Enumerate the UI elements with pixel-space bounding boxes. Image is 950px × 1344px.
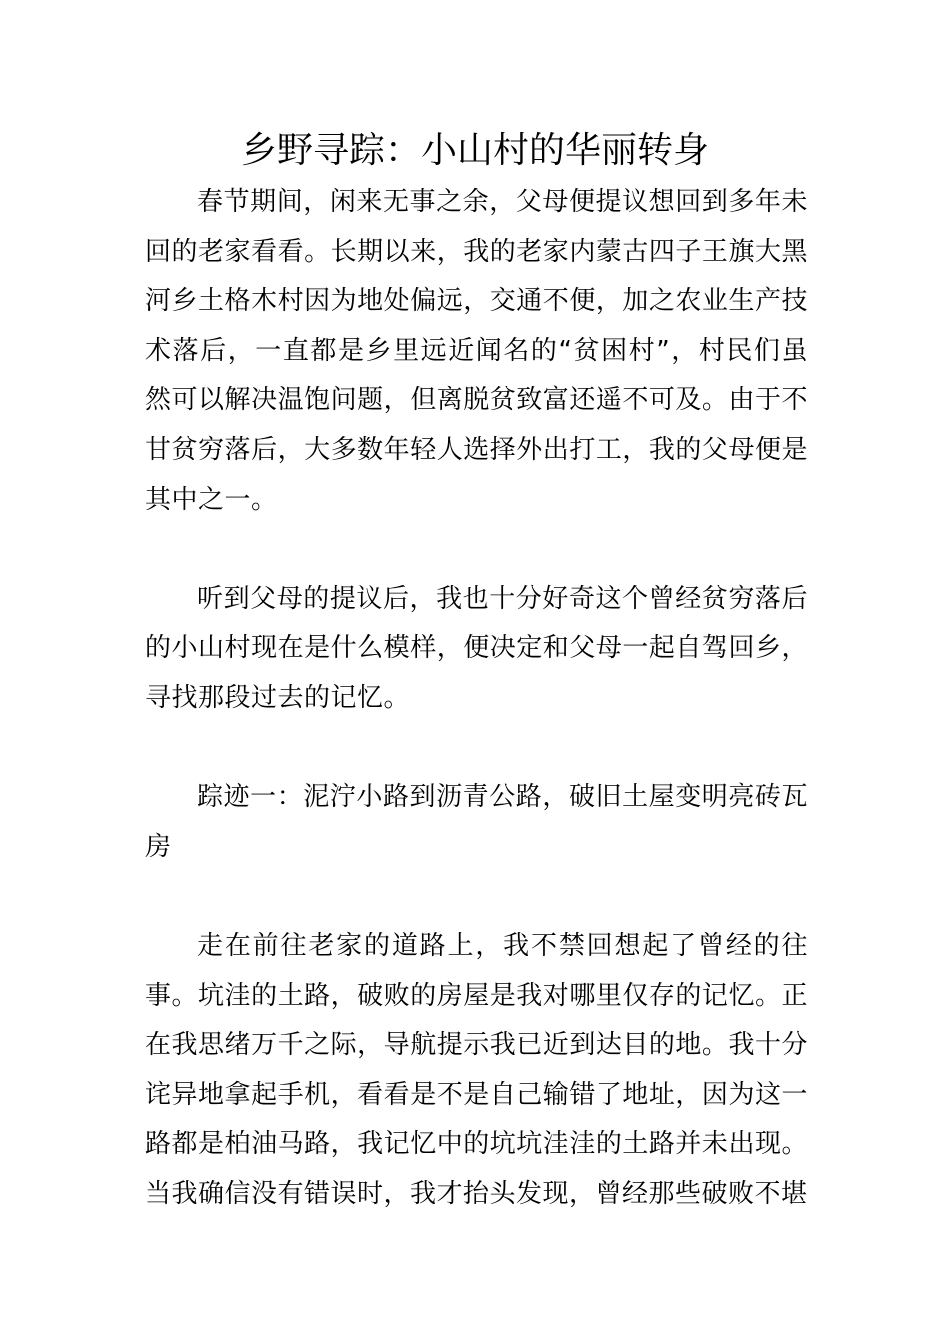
paragraph-2: 听到父母的提议后，我也十分好奇这个曾经贫穷落后的小山村现在是什么模样，便决定和父母一起自驾回乡，寻找那段过去的记忆。	[145, 583, 808, 713]
paragraph-spacer	[145, 525, 808, 575]
paragraph-spacer	[145, 724, 808, 774]
document-body	[145, 178, 808, 1219]
paragraph-spacer	[145, 872, 808, 922]
paragraph-1: 春节期间，闲来无事之余，父母便提议想回到多年未回的老家看看。长期以来，我的老家内蒙古四子王旗大黑河乡土格木村因为地处偏远，交通不便，加之农业生产技术落后，一直都是乡里远近闻名的“贫困村”，村民们虽然可以解决温饱问题，但离脱贫致富还遥不可及。由于不甘贫穷落后，大多数年轻人选择外出打工，我的父母便是其中之一。	[145, 187, 808, 515]
section-heading-1: 踪迹一：泥泞小路到沥青公路，破旧土屋变明亮砖瓦房	[145, 782, 808, 862]
paragraph-3: 走在前往老家的道路上，我不禁回想起了曾经的往事。坑洼的土路，破败的房屋是我对哪里仅存的记忆。正在我思绪万千之际，导航提示我已近到达目的地。我十分诧异地拿起手机，看看是不是自己输错了地址，因为这一路都是柏油马路，我记忆中的坑坑洼洼的土路并未出现。当我确信没有错误时，我才抬头发现，曾经那些破败不堪	[145, 930, 808, 1209]
document-title: 乡野寻踪：小山村的华丽转身	[240, 130, 709, 171]
